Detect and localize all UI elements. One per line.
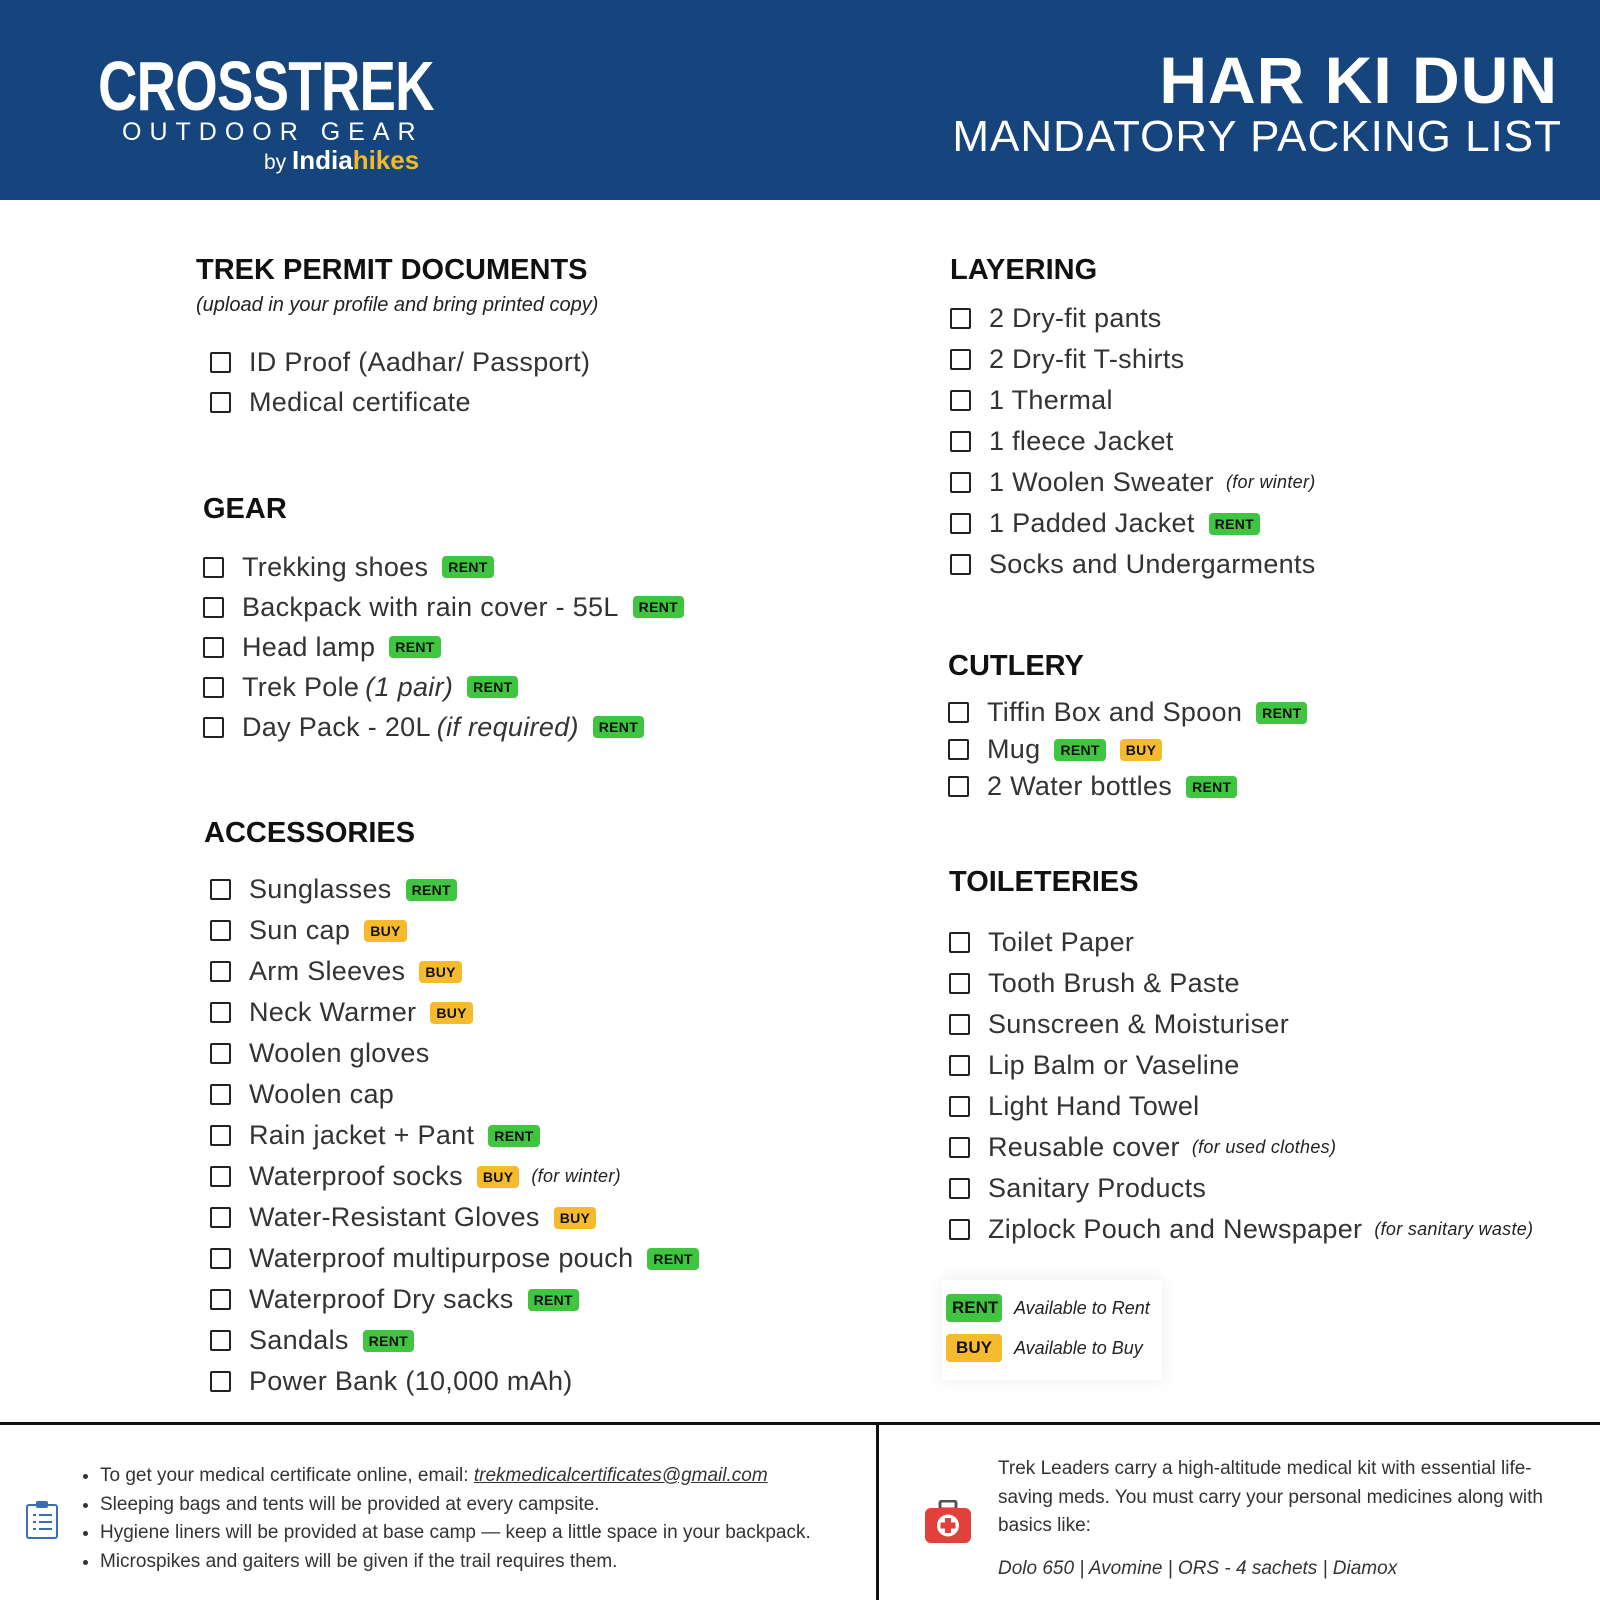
item-label: Backpack with rain cover - 55L: [242, 591, 619, 622]
item-label: 1 Padded Jacket: [989, 508, 1195, 538]
section-accessories: [204, 815, 699, 1402]
accessories-list: [210, 869, 699, 1402]
item-label: Woolen cap: [249, 1079, 395, 1109]
footer-note: • Hygiene liners will be provided at base camp — keep a little space in your backpack.: [100, 1519, 880, 1548]
checklist-item[interactable]: [210, 1361, 699, 1402]
checklist-item[interactable]: [210, 992, 699, 1033]
checklist-item[interactable]: [210, 1156, 699, 1197]
checkbox[interactable]: [950, 472, 971, 493]
checklist-item[interactable]: [949, 1004, 1533, 1045]
checklist-item[interactable]: [210, 1279, 699, 1320]
checkbox[interactable]: [203, 637, 224, 658]
item-label: ID Proof (Aadhar/ Passport): [249, 346, 591, 377]
checkbox[interactable]: [203, 557, 224, 578]
partner-by: by: [264, 151, 287, 174]
rent-badge: RENT: [647, 1248, 698, 1270]
item-label: Lip Balm or Vaseline: [988, 1050, 1240, 1080]
rent-badge: RENT: [593, 716, 644, 738]
rent-badge: RENT: [1054, 739, 1105, 761]
footer-notes: [78, 1462, 880, 1576]
item-label: Sunglasses: [249, 874, 392, 904]
rent-badge: RENT: [1209, 513, 1260, 535]
checklist-item[interactable]: [210, 1197, 699, 1238]
item-label: Sanitary Products: [988, 1173, 1207, 1203]
item-label: 1 Woolen Sweater: [989, 467, 1214, 497]
permits-list: [210, 342, 598, 422]
checkbox[interactable]: [210, 961, 231, 982]
rent-badge: RENT: [488, 1125, 539, 1147]
item-label: Trek Pole: [242, 671, 360, 702]
item-qualifier: (1 pair): [365, 671, 454, 702]
checklist-item[interactable]: [950, 544, 1316, 585]
email-link[interactable]: trekmedicalcertificates@gmail.com: [473, 1465, 768, 1486]
checkbox[interactable]: [949, 1219, 970, 1240]
page-title: HAR KI DUN: [1159, 43, 1558, 117]
badge-legend: [942, 1280, 1162, 1380]
section-gear: [203, 491, 684, 747]
item-label: Sun cap: [249, 915, 351, 945]
rent-badge: RENT: [946, 1294, 1002, 1322]
item-label: Reusable cover: [988, 1132, 1180, 1162]
checklist-item[interactable]: [949, 1209, 1533, 1250]
buy-badge: BUY: [477, 1166, 519, 1188]
checkbox[interactable]: [948, 702, 969, 723]
item-label: 2 Water bottles: [987, 771, 1173, 801]
layering-list: [950, 298, 1316, 585]
item-label: Rain jacket + Pant: [249, 1120, 475, 1150]
checkbox[interactable]: [949, 1137, 970, 1158]
checklist-item[interactable]: [950, 339, 1316, 380]
checklist-item[interactable]: [203, 707, 684, 747]
checkbox[interactable]: [210, 1248, 231, 1269]
item-label: Medical certificate: [249, 386, 471, 417]
checkbox[interactable]: [210, 1043, 231, 1064]
checkbox[interactable]: [949, 1014, 970, 1035]
checklist-item[interactable]: [210, 382, 598, 422]
checklist-item[interactable]: [950, 421, 1316, 462]
item-note: (for winter): [1225, 472, 1316, 492]
checklist-item[interactable]: [949, 1086, 1533, 1127]
item-label: Sandals: [249, 1325, 349, 1355]
checklist-item[interactable]: [948, 768, 1307, 805]
gear-list: [203, 547, 684, 747]
checkbox[interactable]: [950, 308, 971, 329]
checkbox[interactable]: [203, 677, 224, 698]
checklist-item[interactable]: [950, 380, 1316, 421]
buy-badge: BUY: [430, 1002, 472, 1024]
checklist-item[interactable]: [950, 462, 1316, 503]
buy-badge: BUY: [554, 1207, 596, 1229]
buy-badge: BUY: [419, 961, 461, 983]
rent-badge: RENT: [528, 1289, 579, 1311]
partner-name-a: India: [292, 145, 353, 175]
item-label: Tiffin Box and Spoon: [987, 697, 1243, 727]
item-qualifier: (if required): [436, 711, 579, 742]
item-label: Water-Resistant Gloves: [249, 1202, 540, 1232]
checklist-item[interactable]: [949, 922, 1533, 963]
item-label: Neck Warmer: [249, 997, 417, 1027]
toiletries-list: [949, 922, 1533, 1250]
section-title: LAYERING: [950, 254, 1098, 286]
checklist-item[interactable]: [210, 910, 699, 951]
section-layering: [950, 252, 1316, 585]
section-title: GEAR: [203, 493, 287, 525]
rent-badge: RENT: [633, 596, 684, 618]
checklist-item[interactable]: [203, 667, 684, 707]
rent-badge: RENT: [442, 556, 493, 578]
footer-note: • Microspikes and gaiters will be given if the trail requires them.: [100, 1548, 880, 1577]
clipboard-icon: [25, 1500, 59, 1545]
section-note: (upload in your profile and bring printed copy): [196, 294, 599, 316]
partner-name-b: hikes: [352, 145, 420, 175]
item-label: Waterproof socks: [249, 1161, 463, 1191]
checkbox[interactable]: [948, 739, 969, 760]
item-label: Power Bank (10,000 mAh): [249, 1366, 573, 1396]
footer-note-email: [100, 1462, 880, 1491]
section-title: TOILETERIES: [949, 866, 1139, 898]
checklist-item[interactable]: [203, 547, 684, 587]
checklist-item[interactable]: [210, 1074, 699, 1115]
item-note: (for sanitary waste): [1374, 1219, 1534, 1239]
checklist-item[interactable]: [210, 1238, 699, 1279]
item-label: Trekking shoes: [242, 551, 429, 582]
checkbox[interactable]: [203, 597, 224, 618]
item-label: Sunscreen & Moisturiser: [988, 1009, 1290, 1039]
checkbox[interactable]: [203, 717, 224, 738]
checkbox[interactable]: [950, 349, 971, 370]
item-label: Head lamp: [242, 631, 376, 662]
checklist-item[interactable]: [210, 951, 699, 992]
checklist-item[interactable]: [950, 298, 1316, 339]
brand-subtitle: OUTDOOR GEAR: [122, 118, 424, 146]
checklist-item[interactable]: [950, 503, 1316, 544]
item-label: Tooth Brush & Paste: [988, 968, 1240, 998]
item-label: 2 Dry-fit pants: [989, 303, 1162, 333]
medical-kit-text: Trek Leaders carry a high-altitude medical kit with essential life-saving meds. You must carry your personal medicines along with basics like:: [998, 1458, 1543, 1536]
checkbox[interactable]: [210, 392, 231, 413]
item-label: 1 fleece Jacket: [989, 426, 1174, 456]
checkbox[interactable]: [210, 352, 231, 373]
checkbox[interactable]: [948, 776, 969, 797]
item-label: Toilet Paper: [988, 927, 1135, 957]
item-label: Light Hand Towel: [988, 1091, 1200, 1121]
item-label: Socks and Undergarments: [989, 549, 1316, 579]
basic-medicines: Dolo 650 | Avomine | ORS - 4 sachets | Diamox: [998, 1558, 1398, 1579]
item-label: Woolen gloves: [249, 1038, 430, 1068]
buy-badge: BUY: [364, 920, 406, 942]
brand-logo: CROSSTREK: [98, 47, 434, 125]
legend-rent-text: Available to Rent: [1014, 1297, 1150, 1318]
partner-logo: [264, 145, 419, 176]
checklist-item[interactable]: [948, 694, 1307, 731]
cutlery-list: [948, 694, 1307, 805]
section-permits: [196, 252, 598, 422]
checkbox[interactable]: [949, 1096, 970, 1117]
item-label: Arm Sleeves: [249, 956, 406, 986]
buy-badge: BUY: [946, 1334, 1002, 1362]
checkbox[interactable]: [950, 554, 971, 575]
rent-badge: RENT: [1256, 702, 1307, 724]
checkbox[interactable]: [949, 1055, 970, 1076]
checklist-item[interactable]: [203, 587, 684, 627]
section-cutlery: [948, 648, 1307, 805]
checklist-item[interactable]: [949, 1045, 1533, 1086]
rent-badge: RENT: [1186, 776, 1237, 798]
footer-note-text: To get your medical certificate online, email:: [100, 1465, 474, 1486]
checkbox[interactable]: [950, 390, 971, 411]
checklist-item[interactable]: [210, 1320, 699, 1361]
footer-divider: [0, 1422, 1600, 1425]
item-label: Ziplock Pouch and Newspaper: [988, 1214, 1363, 1244]
rent-badge: RENT: [389, 636, 440, 658]
item-label: 2 Dry-fit T-shirts: [989, 344, 1185, 374]
checklist-item[interactable]: [949, 1127, 1533, 1168]
checklist-item[interactable]: [210, 1115, 699, 1156]
checkbox[interactable]: [210, 1166, 231, 1187]
checklist-item[interactable]: [210, 342, 598, 382]
checkbox[interactable]: [210, 920, 231, 941]
legend-rent: [946, 1288, 1162, 1328]
checkbox[interactable]: [950, 513, 971, 534]
footer-note: • Sleeping bags and tents will be provided at every campsite.: [100, 1491, 880, 1520]
checkbox[interactable]: [210, 1371, 231, 1392]
header-banner: [0, 0, 1600, 200]
section-toiletries: [949, 864, 1533, 1250]
rent-badge: RENT: [363, 1330, 414, 1352]
checklist-item[interactable]: [949, 1168, 1533, 1209]
rent-badge: RENT: [467, 676, 518, 698]
checkbox[interactable]: [210, 1207, 231, 1228]
checkbox[interactable]: [949, 973, 970, 994]
checkbox[interactable]: [950, 431, 971, 452]
checklist-item[interactable]: [948, 731, 1307, 768]
checklist-item[interactable]: [949, 963, 1533, 1004]
checkbox[interactable]: [949, 932, 970, 953]
section-title: ACCESSORIES: [204, 817, 416, 849]
buy-badge: BUY: [1120, 739, 1162, 761]
item-label: Waterproof Dry sacks: [249, 1284, 514, 1314]
checklist-item[interactable]: [210, 1033, 699, 1074]
first-aid-kit-icon: [924, 1500, 972, 1549]
checkbox[interactable]: [210, 1002, 231, 1023]
checkbox[interactable]: [210, 1125, 231, 1146]
item-label: Day Pack - 20L: [242, 711, 431, 742]
checkbox[interactable]: [210, 1330, 231, 1351]
section-title: TREK PERMIT DOCUMENTS: [196, 254, 588, 286]
page-subtitle: MANDATORY PACKING LIST: [952, 112, 1562, 161]
checkbox[interactable]: [210, 879, 231, 900]
item-note: (for used clothes): [1191, 1137, 1337, 1157]
item-label: Waterproof multipurpose pouch: [249, 1243, 634, 1273]
checkbox[interactable]: [949, 1178, 970, 1199]
rent-badge: RENT: [406, 879, 457, 901]
section-title: CUTLERY: [948, 650, 1084, 682]
item-label: Mug: [987, 734, 1041, 764]
item-note: (for winter): [531, 1166, 621, 1186]
legend-buy: [946, 1328, 1162, 1368]
checklist-item[interactable]: [210, 869, 699, 910]
legend-buy-text: Available to Buy: [1014, 1337, 1143, 1358]
item-label: 1 Thermal: [989, 385, 1113, 415]
checkbox[interactable]: [210, 1289, 231, 1310]
checkbox[interactable]: [210, 1084, 231, 1105]
checklist-item[interactable]: [203, 627, 684, 667]
